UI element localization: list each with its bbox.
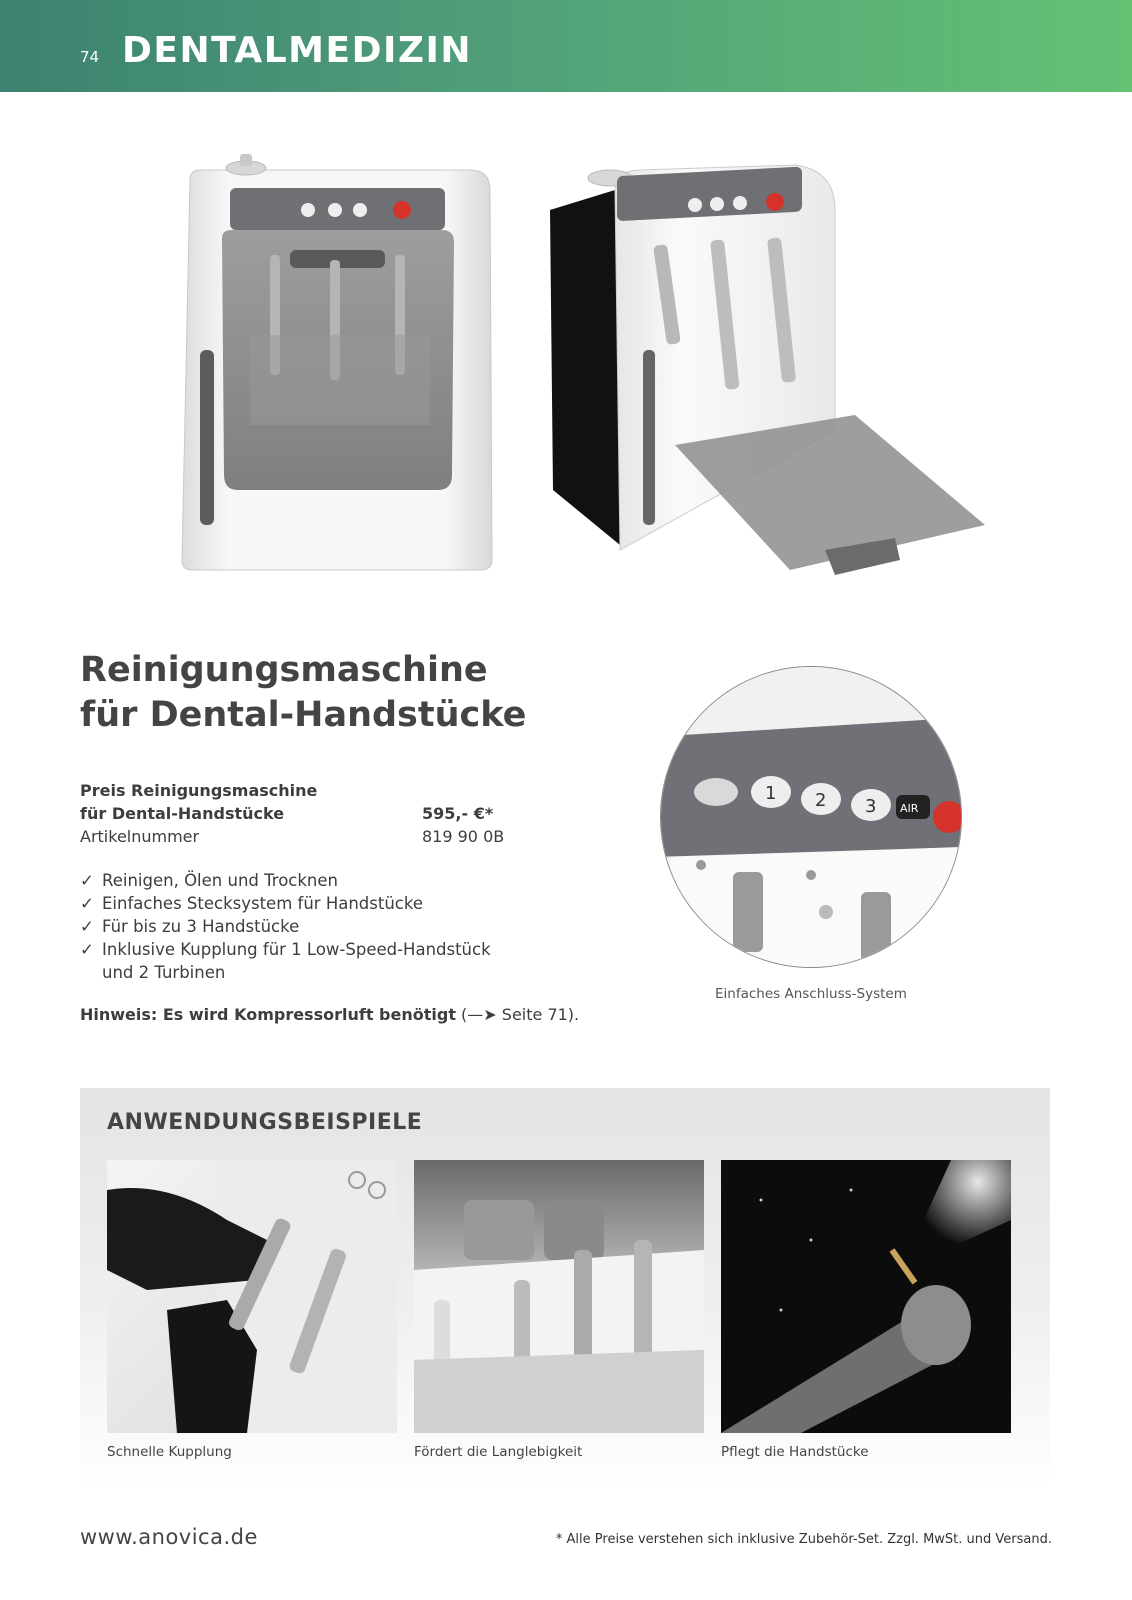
price-label-line1: Preis Reinigungsmaschine: [80, 781, 318, 800]
feature-list: [80, 869, 550, 984]
example-caption: Fördert die Langlebigkeit: [414, 1444, 583, 1460]
example-caption: Schnelle Kupplung: [107, 1444, 232, 1460]
price-label-line2: für Dental-Handstücke: [80, 804, 285, 823]
panel-button-2: 2: [815, 790, 827, 811]
page-header: [0, 0, 1132, 92]
example-image-care: [721, 1160, 1011, 1433]
panel-button-3: 3: [865, 796, 877, 817]
price-row: [80, 802, 560, 825]
example-image-longevity: [414, 1160, 704, 1433]
arrow-right-icon: —➤: [467, 1005, 497, 1024]
check-icon: ✓: [80, 894, 94, 913]
hint-bold: Hinweis: Es wird Kompressorluft benötigt: [80, 1005, 456, 1024]
panel-button-1: 1: [765, 783, 777, 804]
example-caption: Pflegt die Handstücke: [721, 1444, 869, 1460]
feature-item: [80, 869, 550, 892]
price-label-row-1: [80, 779, 560, 802]
feature-text: Inklusive Kupplung für 1 Low-Speed-Handstück: [102, 940, 491, 959]
feature-text: Einfaches Stecksystem für Handstücke: [102, 894, 423, 913]
examples-section: [80, 1088, 1050, 1488]
feature-text: Für bis zu 3 Handstücke: [102, 917, 300, 936]
machine-closed-image: [180, 150, 500, 585]
check-icon: ✓: [80, 917, 94, 936]
footer-url[interactable]: www.anovica.de: [80, 1525, 258, 1549]
feature-item: [80, 915, 550, 938]
page-number: 74: [80, 48, 100, 66]
panel-air: AIR: [900, 802, 919, 815]
feature-text: und 2 Turbinen: [102, 963, 226, 982]
examples-heading: ANWENDUNGSBEISPIELE: [107, 1110, 423, 1135]
article-label: Artikelnummer: [80, 827, 200, 846]
example-image-coupling: [107, 1160, 397, 1433]
price-value: 595,- €*: [422, 804, 494, 823]
check-icon: ✓: [80, 871, 94, 890]
hint-note: [80, 1005, 579, 1024]
feature-item: [80, 938, 550, 961]
detail-circle-image: [660, 666, 962, 968]
footer-note: * Alle Preise verstehen sich inklusive Zubehör-Set. Zzgl. MwSt. und Versand.: [555, 1532, 1052, 1547]
feature-item: [80, 892, 550, 915]
article-value: 819 90 0B: [422, 827, 505, 846]
detail-caption: Einfaches Anschluss-System: [715, 986, 907, 1002]
article-row: [80, 825, 560, 848]
feature-item-continuation: [80, 961, 550, 984]
feature-text: Reinigen, Ölen und Trocknen: [102, 871, 338, 890]
price-block: [80, 779, 560, 848]
product-title-line1: Reinigungsmaschine: [80, 650, 488, 690]
product-title: [80, 648, 526, 738]
machine-open-image: [545, 150, 995, 590]
section-title: DENTALMEDIZIN: [122, 30, 472, 71]
check-icon: ✓: [80, 940, 94, 959]
hint-rest: Seite 71).: [496, 1005, 580, 1024]
hint-open: (: [455, 1005, 468, 1024]
product-title-line2: für Dental-Handstücke: [80, 695, 527, 735]
